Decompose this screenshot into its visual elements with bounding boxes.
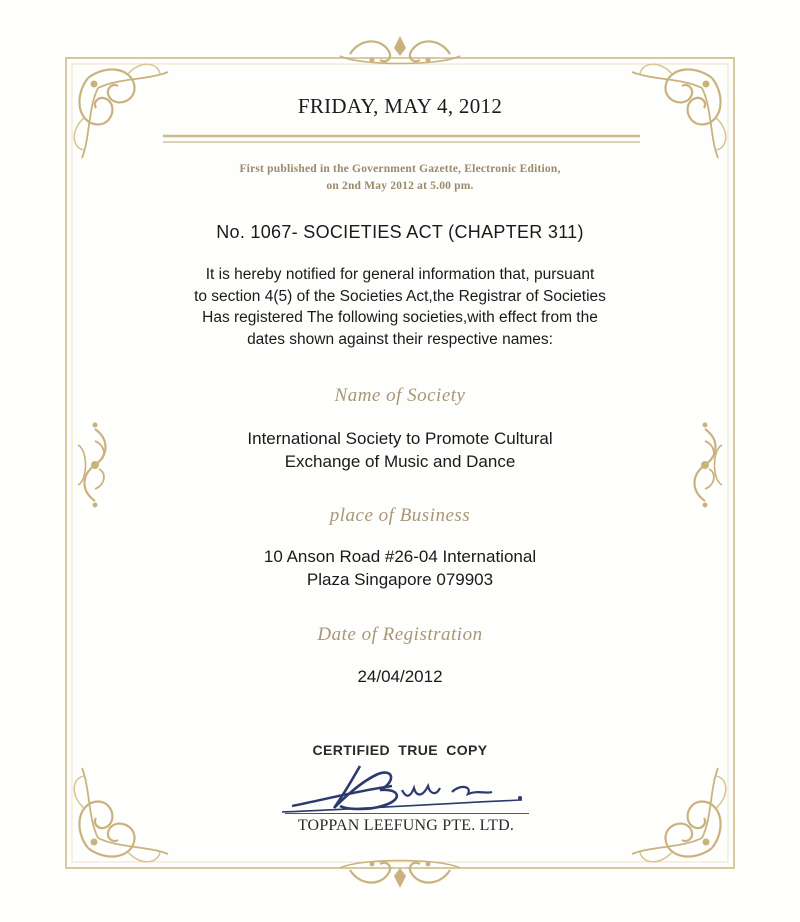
notice-title: No. 1067- SOCIETIES ACT (CHAPTER 311) xyxy=(216,222,584,242)
society-name-line: International Society to Promote Cultural xyxy=(247,429,553,448)
society-name-label: Name of Society xyxy=(334,385,466,406)
paragraph-line: Has registered The following societies,with effect from the xyxy=(202,309,598,326)
paragraph-line: dates shown against their respective names: xyxy=(247,330,553,348)
society-name-line: Exchange of Music and Dance xyxy=(284,452,516,471)
notice-paragraph xyxy=(100,264,700,350)
gazette-date: FRIDAY, MAY 4, 2012 xyxy=(297,94,503,118)
business-address xyxy=(0,545,800,591)
company-name: TOPPAN LEEFUNG PTE. LTD. xyxy=(297,817,515,834)
publication-note-line-2: on 2nd May 2012 at 5.00 pm. xyxy=(326,180,474,192)
business-address-line: 10 Anson Road #26-04 International xyxy=(263,547,537,566)
business-place-label: place of Business xyxy=(329,505,471,526)
society-name xyxy=(0,427,800,473)
paragraph-line: It is hereby notified for general information that, pursuant xyxy=(205,266,595,283)
registration-date-label: Date of Registration xyxy=(317,624,483,645)
signature-underline xyxy=(285,813,529,814)
certified-true-copy-label: CERTIFIED TRUE COPY xyxy=(312,742,488,758)
signature xyxy=(282,760,532,820)
paragraph-line: to section 4(5) of the Societies Act,the Registrar of Societies xyxy=(194,287,606,305)
registration-date: 24/04/2012 xyxy=(357,667,443,686)
publication-note-line-1: First published in the Government Gazette, Electronic Edition, xyxy=(239,163,561,175)
business-address-line: Plaza Singapore 079903 xyxy=(306,570,494,589)
